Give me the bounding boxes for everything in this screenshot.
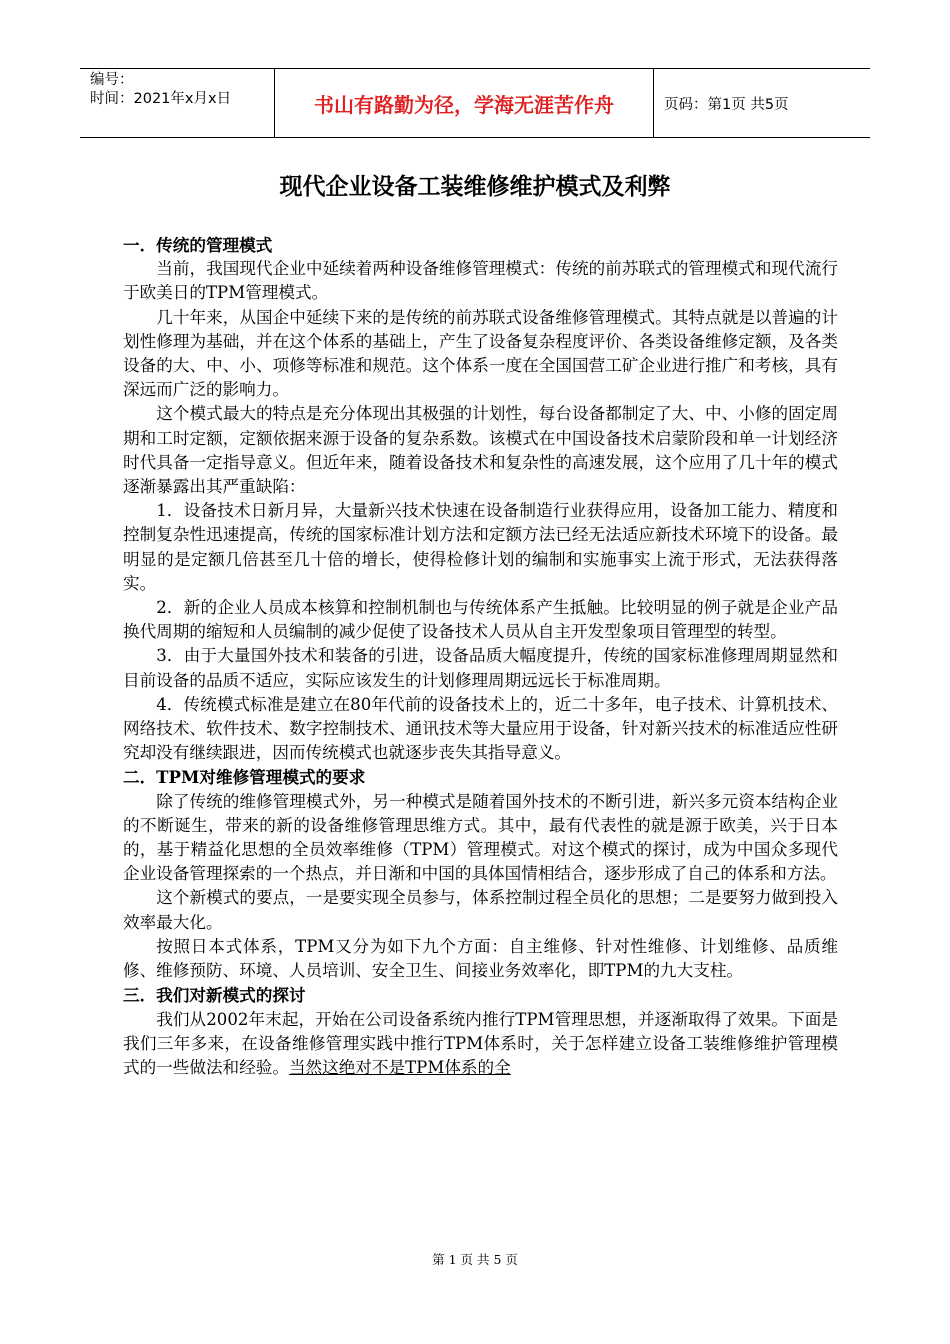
paragraph: 3．由于大量国外技术和装备的引进，设备品质大幅度提升，传统的国家标准修理周期显然和目前设备的品质不适应，实际应该发生的计划修理周期远远长于标准周期。	[123, 646, 838, 690]
section-heading: 三．我们对新模式的探讨	[123, 985, 306, 1006]
document-title: 现代企业设备工装维修维护模式及利弊	[279, 174, 671, 200]
document-number-label: 编号：	[90, 72, 134, 88]
paragraph: 1．设备技术日新月异，大量新兴技术快速在设备制造行业获得应用，设备加工能力、精度和控制复杂性迅速提高，传统的国家标准计划方法和定额方法已经无法适应新技术环境下的设备。最明显的是定额几倍甚至几十倍的增长，使得检修计划的编制和实施事实上流于形式，无法获得落实。	[123, 501, 838, 593]
paragraph: 4．传统模式标准是建立在80年代前的设备技术上的，近二十多年，电子技术、计算机技术、网络技术、软件技术、数字控制技术、通讯技术等大量应用于设备，针对新兴技术的标准适应性研究却没有继续跟进，因而传统模式也就逐步丧失其指导意义。	[123, 694, 838, 763]
paragraph: 除了传统的维修管理模式外，另一种模式是随着国外技术的不断引进，新兴多元资本结构企业的不断诞生，带来的新的设备维修管理思维方式。其中，最有代表性的就是源于欧美，兴于日本的，基于精益化思想的全员效率维修（TPM）管理模式。对这个模式的探讨，成为中国众多现代企业设备管理探索的一个热点，并日渐和中国的具体国情相结合，逐步形成了自己的体系和方法。	[123, 791, 838, 884]
document-time-label: 时间：2021年x月x日	[90, 91, 232, 107]
paragraph: 这个新模式的要点，一是要实现全员参与，体系控制过程全员化的思想；二是要努力做到投入效率最大化。	[123, 888, 838, 932]
page-footer: 第 1 页 共 5 页	[432, 1252, 518, 1267]
paragraph	[123, 1008, 838, 1081]
paragraph: 当前，我国现代企业中延续着两种设备维修管理模式：传统的前苏联式的管理模式和现代流行于欧美日的TPM管理模式。	[123, 259, 838, 303]
header-page-info: 页码：第1页 共5页	[664, 96, 789, 113]
section-heading: 二．TPM对维修管理模式的要求	[123, 767, 366, 788]
paragraph-text: 我们从2002年末起，开始在公司设备系统内推行TPM管理思想，并逐渐取得了效果。下面是我们三年多来，在设备维修管理实践中推行TPM体系时，关于怎样建立设备工装维修维护管理模式的一些做法和经验。	[123, 1009, 838, 1077]
section-heading: 一．传统的管理模式	[123, 235, 273, 255]
document-body	[123, 233, 838, 1080]
header-motto: 书山有路勤为径，学海无涯苦作舟	[275, 69, 654, 137]
paragraph: 2．新的企业人员成本核算和控制机制也与传统体系产生抵触。比较明显的例子就是企业产品换代周期的缩短和人员编制的减少促使了设备技术人员从自主开发型象项目管理型的转型。	[123, 598, 838, 642]
paragraph: 几十年来，从国企中延续下来的是传统的前苏联式设备维修管理模式。其特点就是以普遍的计划性修理为基础，并在这个体系的基础上，产生了设备复杂程度评价、各类设备维修定额，及各类设备的大、中、小、项修等标准和规范。这个体系一度在全国国营工矿企业进行推广和考核，具有深远而广泛的影响力。	[123, 307, 838, 400]
header-meta	[80, 69, 275, 137]
paragraph: 按照日本式体系，TPM又分为如下九个方面：自主维修、针对性维修、计划维修、品质维修、维修预防、环境、人员培训、安全卫生、间接业务效率化，即TPM的九大支柱。	[123, 936, 838, 981]
underlined-text: 当然这绝对不是TPM体系的全	[288, 1057, 511, 1077]
paragraph: 这个模式最大的特点是充分体现出其极强的计划性，每台设备都制定了大、中、小修的固定周期和工时定额，定额依据来源于设备的复杂系数。该模式在中国设备技术启蒙阶段和单一计划经济时代具备一定指导意义。但近年来，随着设备技术和复杂性的高速发展，这个应用了几十年的模式逐渐暴露出其严重缺陷：	[123, 404, 838, 497]
page-header	[80, 68, 870, 138]
